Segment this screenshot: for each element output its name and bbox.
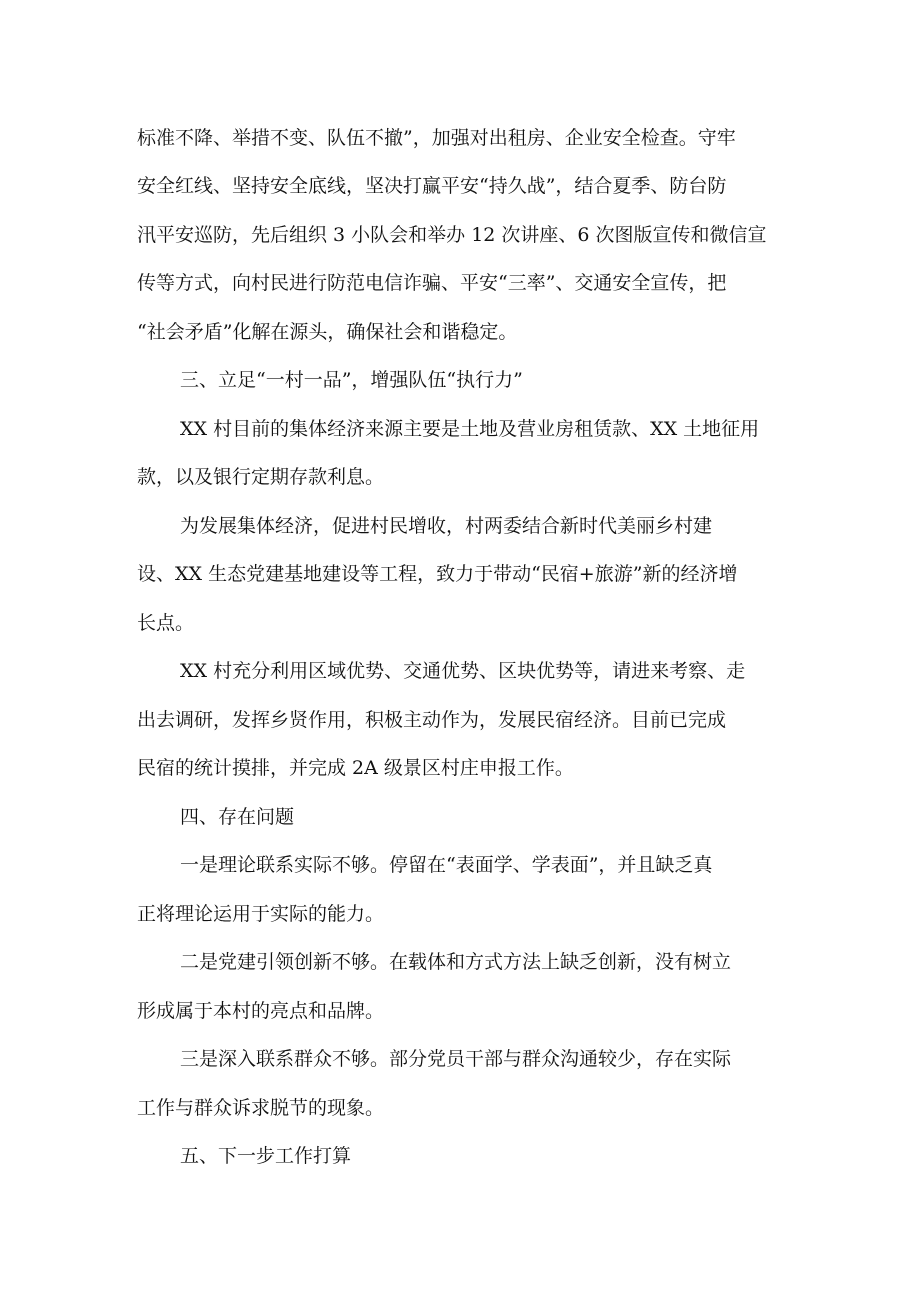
body-text-line: 标准不降、举措不变、队伍不撤”，加强对出租房、企业安全检查。守牢: [137, 127, 736, 149]
body-text-line: XX 村目前的集体经济来源主要是土地及营业房租赁款、XX 土地征用: [180, 418, 760, 440]
section-heading: 三、立足“一村一品”，增强队伍“执行力”: [180, 369, 523, 391]
body-text-line: 工作与群众诉求脱节的现象。: [137, 1097, 385, 1119]
body-text-line: 二是党建引领创新不够。在载体和方式方法上缺乏创新，没有树立: [180, 951, 732, 973]
body-text-line: 为发展集体经济，促进村民增收，村两委结合新时代美丽乡村建: [180, 515, 713, 537]
body-text-line: 出去调研，发挥乡贤作用，积极主动作为，发展民宿经济。目前已完成: [137, 709, 727, 731]
body-text-line: 一是理论联系实际不够。停留在“表面学、学表面”，并且缺乏真: [180, 854, 713, 876]
section-heading: 四、存在问题: [180, 806, 295, 828]
section-heading: 五、下一步工作打算: [180, 1145, 352, 1167]
body-text-line: 安全红线、坚持安全底线，坚决打赢平安“持久战”，结合夏季、防台防: [137, 175, 727, 197]
body-text-line: 形成属于本村的亮点和品牌。: [137, 1000, 385, 1022]
body-text-line: 汛平安巡防，先后组织 3 小队会和举办 12 次讲座、6 次图版宣传和微信宣: [137, 224, 767, 246]
body-text-line: 民宿的统计摸排，并完成 2A 级景区村庄申报工作。: [137, 757, 574, 779]
body-text-line: “社会矛盾”化解在源头，确保社会和谐稳定。: [137, 321, 518, 343]
body-text-line: 传等方式，向村民进行防范电信诈骗、平安“三率”、交通安全宣传，把: [137, 272, 727, 294]
body-text-line: 三是深入联系群众不够。部分党员干部与群众沟通较少，存在实际: [180, 1048, 732, 1070]
body-text-line: 设、XX 生态党建基地建设等工程，致力于带动“民宿+旅游”新的经济增: [137, 563, 738, 585]
body-text-line: 长点。: [137, 612, 195, 634]
body-text-line: XX 村充分利用区域优势、交通优势、区块优势等，请进来考察、走: [180, 660, 746, 682]
body-text-line: 款，以及银行定期存款利息。: [137, 466, 385, 488]
body-text-line: 正将理论运用于实际的能力。: [137, 903, 385, 925]
